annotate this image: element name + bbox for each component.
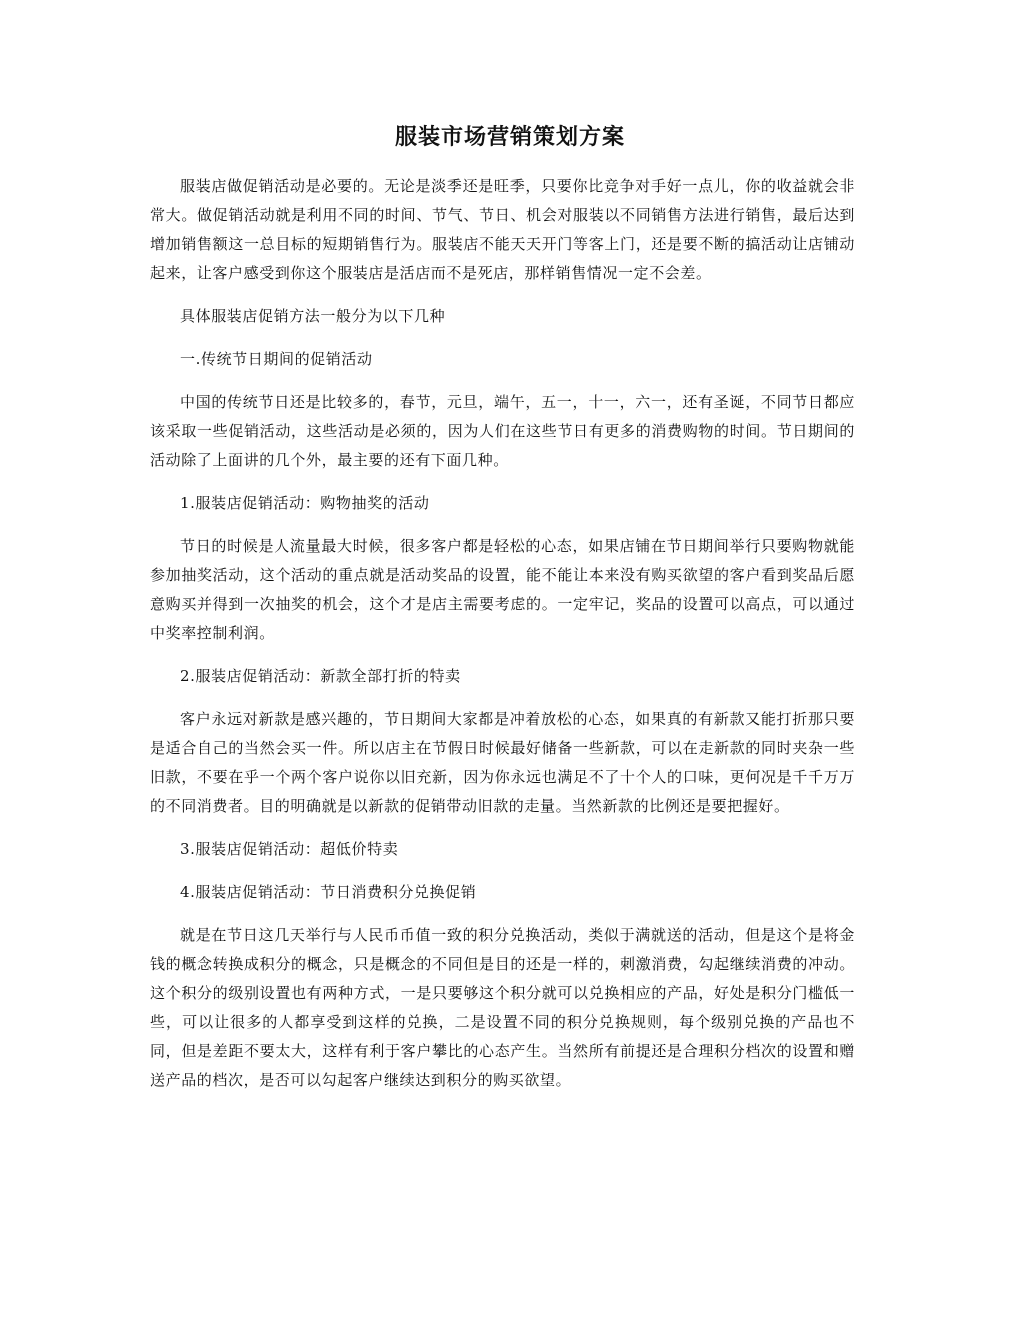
paragraph-methods-heading: 具体服装店促销方法一般分为以下几种: [180, 307, 446, 325]
subheading-points-exchange: 4.服装店促销活动：节日消费积分兑换促销: [180, 883, 477, 901]
subheading-ultra-low-price: 3.服装店促销活动：超低价特卖: [180, 840, 399, 858]
section-heading-traditional-holidays: 一.传统节日期间的促销活动: [180, 350, 373, 368]
paragraph-new-arrivals: 客户永远对新款是感兴趣的，节日期间大家都是冲着放松的心态，如果真的有新款又能打折那只要是适合自己的当然会买一件。所以店主在节假日时候最好储备一些新款，可以在走新款的同时夹杂一些旧款，不要在乎一个两个客户说你以旧充新，因为你永远也满足不了十个人的口味，更何况是千千万万的不同消费者。目的明确就是以新款的促销带动旧款的走量。当然新款的比例还是要把握好。: [150, 710, 855, 815]
subheading-new-arrivals-discount: 2.服装店促销活动：新款全部打折的特卖: [180, 667, 461, 685]
subheading-lottery: 1.服装店促销活动：购物抽奖的活动: [180, 494, 430, 512]
document-body: [150, 172, 855, 1095]
paragraph-holidays: 中国的传统节日还是比较多的，春节，元旦，端午，五一，十一，六一，还有圣诞，不同节日都应该采取一些促销活动，这些活动是必须的，因为人们在这些节日有更多的消费购物的时间。节日期间的活动除了上面讲的几个外，最主要的还有下面几种。: [150, 393, 855, 469]
paragraph-lottery: 节日的时候是人流量最大时候，很多客户都是轻松的心态，如果店铺在节日期间举行只要购物就能参加抽奖活动，这个活动的重点就是活动奖品的设置，能不能让本来没有购买欲望的客户看到奖品后愿意购买并得到一次抽奖的机会，这个才是店主需要考虑的。一定牢记，奖品的设置可以高点，可以通过中奖率控制利润。: [150, 537, 855, 642]
paragraph-intro: 服装店做促销活动是必要的。无论是淡季还是旺季，只要你比竞争对手好一点儿，你的收益就会非常大。做促销活动就是利用不同的时间、节气、节日、机会对服装以不同销售方法进行销售，最后达到增加销售额这一总目标的短期销售行为。服装店不能天天开门等客上门，还是要不断的搞活动让店铺动起来，让客户感受到你这个服装店是活店而不是死店，那样销售情况一定不会差。: [150, 177, 855, 282]
paragraph-points-exchange: 就是在节日这几天举行与人民币币值一致的积分兑换活动，类似于满就送的活动，但是这个是将金钱的概念转换成积分的概念，只是概念的不同但是目的还是一样的，刺激消费，勾起继续消费的冲动。这个积分的级别设置也有两种方式，一是只要够这个积分就可以兑换相应的产品，好处是积分门槛低一些，可以让很多的人都享受到这样的兑换，二是设置不同的积分兑换规则，每个级别兑换的产品也不同，但是差距不要太大，这样有利于客户攀比的心态产生。当然所有前提还是合理积分档次的设置和赠送产品的档次，是否可以勾起客户继续达到积分的购买欲望。: [150, 926, 855, 1089]
document-title: 服装市场营销策划方案: [394, 124, 625, 150]
